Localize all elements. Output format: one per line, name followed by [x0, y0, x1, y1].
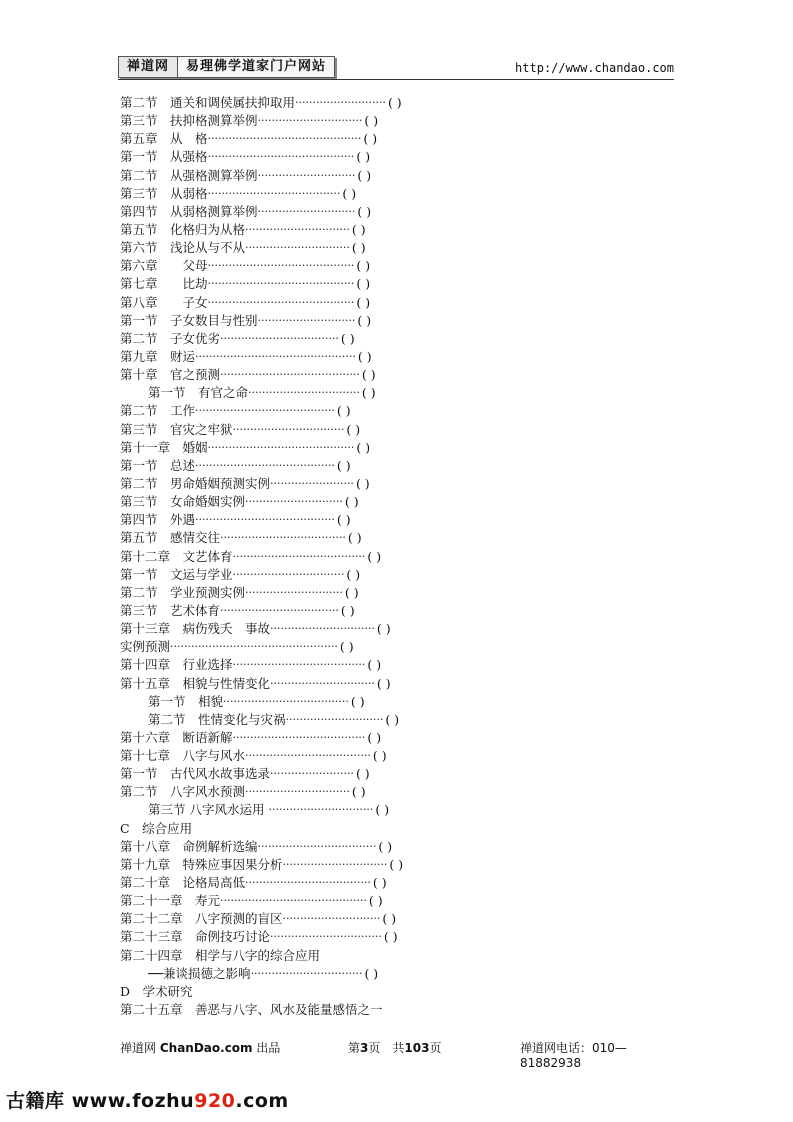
toc-leader-dots: ····························	[245, 495, 343, 509]
toc-entry-title: 第二十四章 相学与八字的综合应用	[120, 947, 321, 963]
toc-entry-page: ( )	[340, 602, 355, 618]
toc-entry-page: ( )	[336, 512, 351, 528]
toc-entry-title: 第二节 子女优劣	[120, 330, 221, 346]
toc-entry[interactable]	[120, 620, 480, 638]
toc-entry-page: ( )	[387, 95, 402, 110]
toc-leader-dots: ················································	[170, 640, 338, 654]
toc-leader-dots: ······························	[245, 222, 350, 236]
toc-entry[interactable]	[120, 856, 480, 874]
toc-entry[interactable]	[120, 711, 480, 729]
toc-entry-title: 第二节 八字风水预测	[120, 784, 246, 800]
toc-entry[interactable]	[120, 747, 480, 765]
toc-entry-page: ( )	[389, 856, 404, 872]
toc-entry-title: C 综合应用	[120, 820, 193, 836]
toc-entry-title: 第十九章 特殊应事因果分析	[120, 856, 283, 872]
toc-entry[interactable]	[120, 148, 480, 166]
toc-entry[interactable]	[120, 820, 480, 838]
watermark	[6, 1086, 289, 1113]
toc-leader-dots: ····································	[223, 694, 349, 708]
toc-leader-dots: ······························	[245, 241, 350, 255]
toc-entry[interactable]	[120, 312, 480, 330]
toc-entry-title: 第四节 从弱格测算举例	[120, 203, 258, 219]
toc-entry-title: 第二十一章 寿元	[120, 893, 221, 909]
toc-entry-title: 第二节 通关和调侯属扶抑取用	[120, 95, 296, 110]
toc-leader-dots: ····································	[245, 749, 371, 763]
toc-entry-page: ( )	[356, 276, 371, 292]
page-suffix: 页	[429, 1041, 442, 1055]
toc-leader-dots: ································	[232, 567, 345, 581]
toc-entry[interactable]	[120, 548, 480, 566]
toc-entry-title: 第十二章 文艺体育	[120, 548, 233, 564]
toc-entry-title: 第三节 扶抑格测算举例	[120, 113, 258, 129]
toc-entry-title: 第一节 文运与学业	[120, 566, 233, 582]
toc-entry[interactable]	[120, 892, 480, 910]
toc-entry-page: ( )	[355, 475, 370, 491]
toc-leader-dots: ······························	[257, 114, 363, 128]
toc-entry[interactable]	[120, 348, 480, 366]
toc-entry-title: 第十四章 行业选择	[120, 657, 233, 673]
toc-entry-page: ( )	[357, 348, 372, 364]
toc-leader-dots: ········································	[220, 368, 360, 382]
toc-leader-dots: ························	[270, 767, 354, 781]
toc-entry-page: ( )	[361, 385, 376, 401]
toc-leader-dots: ········································	[195, 404, 335, 418]
toc-entry-title: 第一节 从强格	[120, 149, 208, 165]
toc-leader-dots: ································	[232, 422, 345, 436]
toc-entry-page: ( )	[385, 711, 400, 727]
toc-entry-title: 第一节 相貌	[148, 693, 224, 709]
toc-leader-dots: ··········································	[207, 440, 355, 454]
toc-leader-dots: ··········································	[207, 277, 355, 291]
page-prefix: 第	[348, 1041, 361, 1055]
toc-leader-dots: ··········································	[207, 259, 355, 273]
toc-entry-page: ( )	[383, 929, 398, 945]
toc-entry-page: ( )	[342, 185, 357, 201]
toc-entry-title: 第九章 财运	[120, 348, 196, 364]
toc-entry-title: 第二十五章 善恶与八字、风水及能量感悟之一	[120, 1002, 383, 1018]
toc-leader-dots: ····························	[285, 712, 384, 726]
toc-entry[interactable]	[120, 838, 480, 856]
toc-entry-title: 第三节 官灾之牢狱	[120, 421, 233, 437]
toc-leader-dots: ······························	[268, 803, 374, 817]
toc-entry[interactable]	[120, 203, 480, 221]
toc-entry[interactable]	[120, 566, 480, 584]
page-header	[118, 56, 674, 80]
toc-entry-title: 第一节 古代风水故事选录	[120, 766, 271, 782]
toc-leader-dots: ······································	[207, 186, 341, 200]
toc-leader-dots: ··································	[220, 331, 339, 345]
toc-entry[interactable]	[120, 421, 480, 439]
header-url[interactable]: http://www.chandao.com	[515, 61, 674, 75]
toc-entry-title: 第一节 子女数目与性别	[120, 312, 258, 328]
toc-entry-title: 第七章 比劫	[120, 276, 208, 292]
toc-entry[interactable]	[120, 185, 480, 203]
toc-leader-dots: ····························	[257, 168, 356, 182]
toc-entry[interactable]	[120, 384, 480, 402]
toc-leader-dots: ····························	[282, 912, 381, 926]
toc-entry-page: ( )	[367, 548, 382, 564]
toc-entry-page: ( )	[361, 367, 376, 383]
toc-entry[interactable]	[120, 439, 480, 457]
toc-entry-page: ( )	[372, 875, 387, 891]
toc-leader-dots: ··········································	[220, 894, 367, 908]
toc-entry-title: 第一节 有官之命	[148, 385, 249, 401]
toc-entry-title: 第十三章 病伤残夭 事故	[120, 621, 271, 637]
toc-leader-dots: ······································	[232, 658, 366, 672]
toc-entry[interactable]	[120, 910, 480, 928]
header-divider	[118, 79, 674, 80]
toc-entry-title: 第二节 学业预测实例	[120, 584, 246, 600]
toc-entry-title: 第二节 性情变化与灾祸	[148, 711, 286, 727]
page-current: 3	[360, 1041, 369, 1055]
logo-brand: 禅道网	[119, 57, 178, 77]
toc-entry[interactable]	[120, 983, 480, 1001]
toc-entry[interactable]	[120, 366, 480, 384]
footer-suffix: 出品	[256, 1041, 281, 1055]
toc-entry[interactable]	[120, 221, 480, 239]
toc-entry-page: ( )	[368, 893, 383, 909]
logo-slogan: 易理佛学道家门户网站	[178, 57, 334, 77]
toc-entry[interactable]	[120, 693, 480, 711]
toc-entry-title: 第二十二章 八字预测的盲区	[120, 911, 283, 927]
toc-entry[interactable]	[120, 765, 480, 783]
toc-entry-title: 第三节 八字风水运用	[148, 802, 269, 818]
toc-entry-title: 第十六章 断语新解	[120, 729, 233, 745]
toc-entry[interactable]	[120, 638, 480, 656]
site-logo	[118, 56, 335, 78]
toc-entry[interactable]	[120, 330, 480, 348]
footer-page-number	[348, 1039, 441, 1056]
toc-entry-title: 第十七章 八字与风水	[120, 748, 246, 764]
toc-entry-title: 第十一章 婚姻	[120, 439, 208, 455]
toc-entry-title: 第六节 浅论从与不从	[120, 240, 246, 256]
toc-entry-title: 第五节 化格归为从格	[120, 221, 246, 237]
toc-entry-page: ( )	[356, 294, 371, 310]
toc-entry-title: 实例预测	[120, 639, 171, 655]
toc-entry[interactable]	[120, 94, 480, 112]
toc-entry[interactable]	[120, 257, 480, 275]
toc-entry-title: 第六章 父母	[120, 258, 208, 274]
toc-entry-page: ( )	[351, 784, 366, 800]
toc-entry-title: 第三节 女命婚姻实例	[120, 494, 246, 510]
toc-entry-title: 第十八章 命例解析选编	[120, 838, 258, 854]
toc-entry-page: ( )	[336, 457, 351, 473]
table-of-contents	[120, 94, 480, 1019]
toc-entry-title: 第三节 艺术体育	[120, 602, 221, 618]
toc-entry[interactable]	[120, 656, 480, 674]
toc-leader-dots: ······························	[270, 622, 375, 636]
toc-entry[interactable]	[120, 1001, 480, 1019]
toc-leader-dots: ······························	[245, 785, 350, 799]
toc-entry-page: ( )	[347, 530, 362, 546]
toc-entry-title: 第十五章 相貌与性情变化	[120, 675, 271, 691]
toc-entry-page: ( )	[336, 403, 351, 419]
toc-entry-page: ( )	[375, 802, 390, 818]
toc-entry-title: 第三节 从弱格	[120, 185, 208, 201]
toc-entry-title: ──兼谈损德之影响	[148, 965, 251, 981]
toc-entry-page: ( )	[382, 911, 397, 927]
toc-entry-page: ( )	[351, 221, 366, 237]
toc-leader-dots: ··························	[295, 96, 386, 109]
toc-entry[interactable]	[120, 729, 480, 747]
toc-entry-page: ( )	[378, 838, 393, 854]
toc-entry-page: ( )	[346, 566, 361, 582]
toc-entry-page: ( )	[356, 439, 371, 455]
toc-entry-page: ( )	[344, 584, 359, 600]
toc-entry-page: ( )	[363, 131, 378, 147]
watermark-number: 920	[194, 1090, 236, 1112]
toc-entry-title: 第二节 工作	[120, 403, 196, 419]
toc-entry[interactable]	[120, 602, 480, 620]
toc-entry[interactable]	[120, 584, 480, 602]
footer-phone: 禅道网电话：010—81882938	[520, 1041, 627, 1070]
toc-entry-title: 第二十章 论格局高低	[120, 875, 246, 891]
toc-entry-page: ( )	[344, 494, 359, 510]
toc-entry-page: ( )	[356, 149, 371, 165]
toc-leader-dots: ····························	[257, 313, 356, 327]
toc-entry-page: ( )	[372, 748, 387, 764]
toc-entry[interactable]	[120, 239, 480, 257]
toc-entry[interactable]	[120, 275, 480, 293]
toc-entry-title: 第五章 从 格	[120, 131, 208, 147]
toc-leader-dots: ································	[250, 966, 363, 980]
toc-entry[interactable]	[120, 675, 480, 693]
toc-entry-page: ( )	[367, 729, 382, 745]
watermark-suffix: .com	[235, 1090, 289, 1112]
toc-entry-title: 第八章 子女	[120, 294, 208, 310]
toc-leader-dots: ····························	[245, 585, 343, 599]
toc-entry-page: ( )	[350, 693, 365, 709]
toc-entry-title: 第二十三章 命例技巧讨论	[120, 929, 271, 945]
footer-site: ChanDao.com	[159, 1041, 253, 1055]
toc-entry-page: ( )	[355, 766, 370, 782]
toc-leader-dots: ············································	[207, 132, 362, 146]
toc-entry-page: ( )	[364, 113, 379, 129]
toc-entry[interactable]	[120, 783, 480, 801]
toc-leader-dots: ························	[270, 476, 354, 490]
footer-brand: 禅道网	[120, 1041, 157, 1055]
toc-entry[interactable]	[120, 457, 480, 475]
toc-entry-title: 第十章 官之预测	[120, 367, 221, 383]
toc-entry-page: ( )	[351, 240, 366, 256]
toc-entry-page: ( )	[357, 203, 372, 219]
toc-entry-page: ( )	[364, 965, 379, 981]
toc-entry[interactable]	[120, 801, 480, 819]
page-mid: 页 共	[368, 1041, 405, 1055]
toc-entry-title: 第一节 总述	[120, 457, 196, 473]
toc-entry-page: ( )	[356, 258, 371, 274]
toc-entry[interactable]	[120, 112, 480, 130]
toc-entry-title: 第二节 男命婚姻预测实例	[120, 475, 271, 491]
toc-entry[interactable]	[120, 511, 480, 529]
toc-entry[interactable]	[120, 402, 480, 420]
toc-leader-dots: ··········································	[207, 150, 355, 164]
toc-entry-page: ( )	[346, 421, 361, 437]
toc-leader-dots: ······························	[270, 676, 375, 690]
toc-leader-dots: ································	[248, 386, 360, 400]
toc-entry-page: ( )	[376, 675, 391, 691]
page-total: 103	[404, 1041, 430, 1055]
toc-entry[interactable]	[120, 130, 480, 148]
toc-entry[interactable]	[120, 965, 480, 983]
toc-entry[interactable]	[120, 294, 480, 312]
toc-leader-dots: ····································	[220, 531, 346, 545]
watermark-prefix: 古籍库 www.fozhu	[6, 1090, 195, 1112]
toc-entry-title: D 学术研究	[120, 983, 193, 999]
toc-leader-dots: ········································	[195, 513, 335, 527]
toc-leader-dots: ··········································	[207, 295, 355, 309]
toc-leader-dots: ··································	[257, 839, 377, 853]
toc-entry[interactable]	[120, 947, 480, 965]
toc-entry[interactable]	[120, 475, 480, 493]
toc-entry-title: 第四节 外遇	[120, 512, 196, 528]
toc-entry-page: ( )	[339, 639, 354, 655]
toc-entry-title: 第二节 从强格测算举例	[120, 167, 258, 183]
toc-leader-dots: ······································	[232, 730, 366, 744]
toc-leader-dots: ··································	[220, 603, 339, 617]
toc-entry[interactable]	[120, 167, 480, 185]
toc-leader-dots: ········································	[195, 458, 335, 472]
toc-entry[interactable]	[120, 928, 480, 946]
footer-publisher	[120, 1039, 280, 1056]
toc-leader-dots: ······································	[232, 549, 366, 563]
toc-entry[interactable]	[120, 874, 480, 892]
toc-leader-dots: ······························	[282, 857, 388, 871]
toc-leader-dots: ································	[270, 930, 382, 944]
toc-entry[interactable]	[120, 493, 480, 511]
toc-leader-dots: ····························	[257, 204, 356, 218]
toc-entry-page: ( )	[357, 312, 372, 328]
toc-leader-dots: ····································	[245, 876, 371, 890]
toc-leader-dots: ··············································	[195, 349, 356, 363]
toc-entry[interactable]	[120, 529, 480, 547]
toc-entry-title: 第五节 感情交往	[120, 530, 221, 546]
toc-entry-page: ( )	[376, 621, 391, 637]
toc-entry-page: ( )	[340, 330, 355, 346]
toc-entry-page: ( )	[357, 167, 372, 183]
toc-entry-page: ( )	[367, 657, 382, 673]
